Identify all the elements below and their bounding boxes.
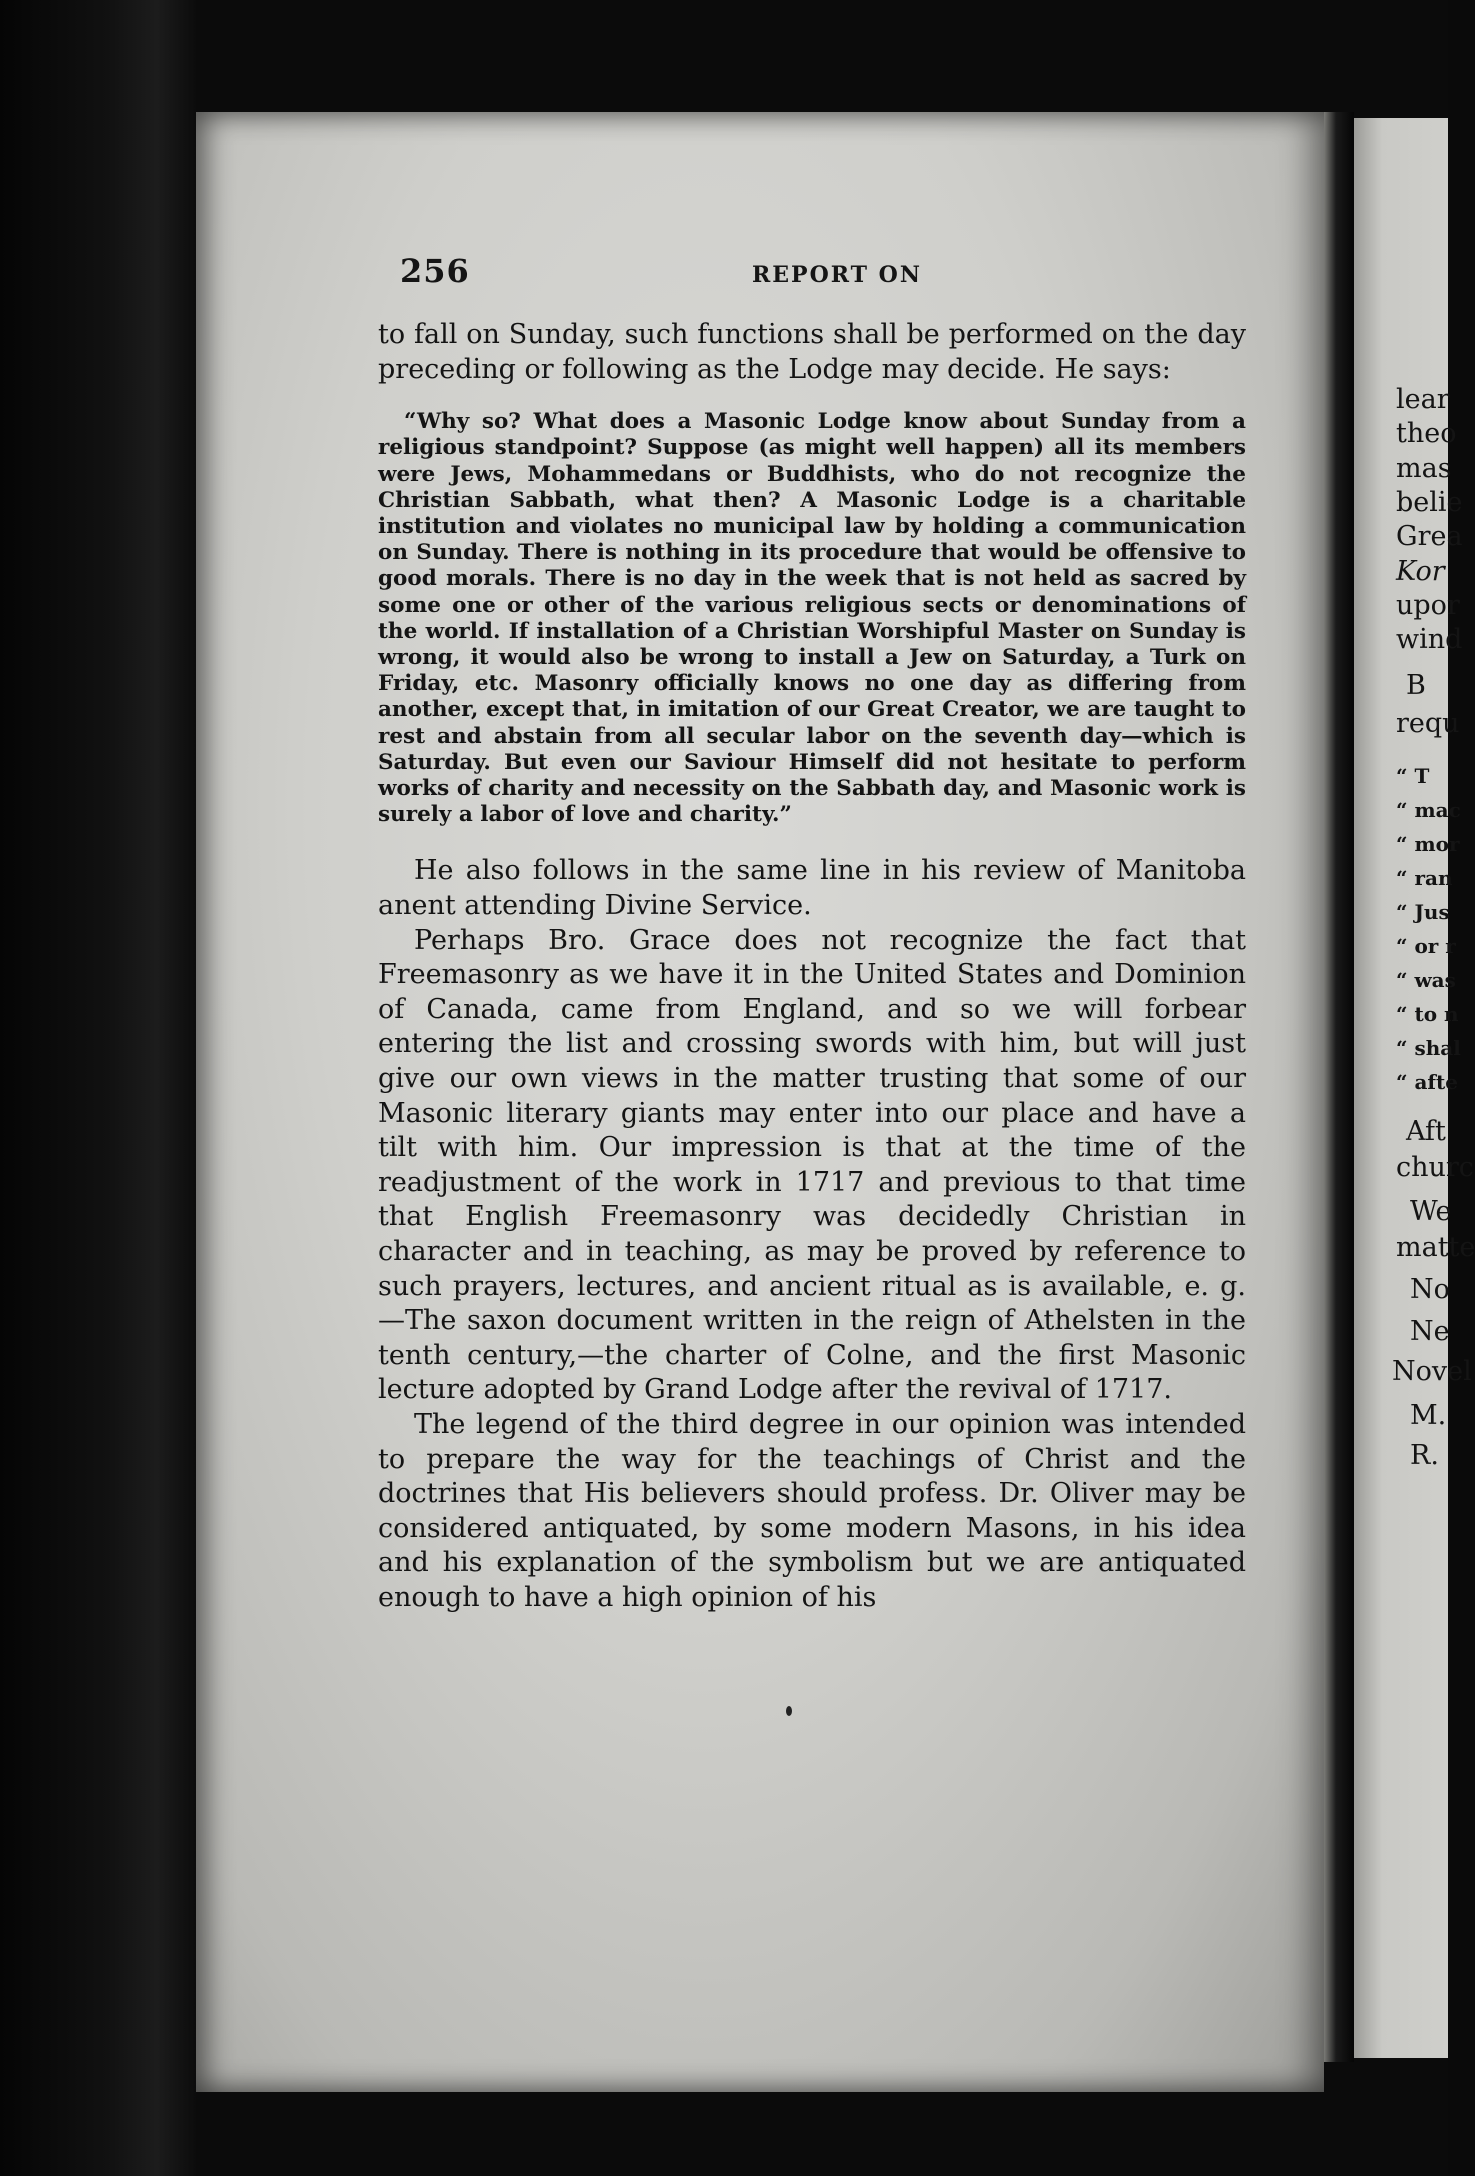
ink-smudge: [786, 1706, 792, 1716]
facing-fragment: No: [1410, 1274, 1450, 1305]
facing-fragment: “ or r: [1396, 934, 1456, 958]
facing-fragment: Kor: [1396, 556, 1445, 587]
facing-fragment: requ: [1396, 708, 1460, 739]
facing-fragment: “ mor: [1396, 832, 1460, 856]
facing-fragment: “ mac: [1396, 798, 1461, 822]
paragraph-4: The legend of the third degree in our opinion was intended to prepare the way for the teachings of Christ and the doctrines that His believers should profess. Dr. Oliver may be considered antiquated, by some modern Masons, in his idea and his explanation of the symbolism but we are antiquated enough to have a high opinion of his: [378, 1408, 1246, 1613]
facing-fragment: churc: [1396, 1152, 1474, 1183]
facing-fragment: “ ran: [1396, 866, 1453, 890]
facing-fragment: upor: [1396, 590, 1460, 621]
facing-fragment: “ to n: [1396, 1002, 1459, 1026]
facing-fragment: “ Jus: [1396, 900, 1450, 924]
page-number: 256: [400, 252, 470, 290]
facing-fragment: “ T: [1396, 764, 1430, 788]
facing-fragment: “ shal: [1396, 1036, 1461, 1060]
facing-fragment: theo: [1396, 418, 1457, 449]
facing-fragment: R.: [1410, 1440, 1439, 1471]
facing-fragment: We: [1410, 1196, 1452, 1227]
facing-fragment: belie: [1396, 487, 1463, 518]
paragraph-1: to fall on Sunday, such functions shall be performed on the day preceding or following as the Lodge may decide. He says:: [378, 319, 1246, 385]
facing-fragment: “ afte: [1396, 1070, 1458, 1094]
facing-fragment: lear: [1396, 384, 1450, 415]
page-gutter: [1324, 112, 1354, 2062]
facing-page-edge: [1354, 118, 1475, 2058]
facing-fragment: Novel: [1392, 1356, 1472, 1387]
facing-fragment: matte: [1396, 1232, 1475, 1263]
running-head: REPORT ON: [752, 262, 922, 288]
facing-fragment: Grea: [1396, 521, 1463, 552]
facing-fragment: mas: [1396, 453, 1452, 484]
facing-fragment: wind: [1396, 624, 1463, 655]
paragraph-2: He also follows in the same line in his review of Manitoba anent attending Divine Service.: [378, 855, 1246, 922]
block-quote: “Why so? What does a Masonic Lodge know about Sunday from a religious standpoint? Suppose (as might well happen) all its members were Jews, Mohammedans or Buddhists, who do not recognize the Christian Sabbath, what then? A Masonic Lodge is a charitable institution and violates no municipal law by holding a communication on Sunday. There is nothing in its procedure that would be offensive to good morals. There is no day in the week that is not held as sacred by some one or other of the various religious sects or denominations of the world. If installation of a Christian Worshipful Master on Sunday is wrong, it would also be wrong to install a Jew on Saturday, a Turk on Friday, etc. Masonry officially knows no one day as differing from another, except that, in imitation of our Great Creator, we are taught to rest and abstain from all secular labor on the seventh day—which is Saturday. But even our Saviour Himself did not hesitate to perform works of charity and necessity on the Sabbath day, and Masonic work is surely a labor of love and charity.”: [378, 409, 1246, 828]
facing-fragment: B: [1406, 670, 1426, 701]
facing-fragment: “ was: [1396, 968, 1456, 992]
paragraph-3: Perhaps Bro. Grace does not recognize the fact that Freemasonry as we have it in the United States and Dominion of Canada, came from England, and so we will forbear entering the list and crossing swords with him, but will just give our own views in the matter trusting that some of our Masonic literary giants may enter into our place and have a tilt with him. Our impression is that at the time of the readjustment of the work in 1717 and previous to that time that English Freemasonry was decidedly Christian in character and in teaching, as may be proved by reference to such prayers, lectures, and ancient ritual as is available, e. g.—The saxon document written in the reign of Athelsten in the tenth century,—the charter of Colne, and the first Masonic lecture adopted by Grand Lodge after the revival of 1717.: [378, 924, 1246, 1406]
facing-fragment: Ne: [1410, 1316, 1450, 1347]
facing-fragment: Aft: [1406, 1116, 1446, 1147]
facing-fragment: M.: [1410, 1400, 1447, 1431]
page-body: [378, 318, 1246, 1616]
book-binding-edge: [0, 0, 196, 2176]
